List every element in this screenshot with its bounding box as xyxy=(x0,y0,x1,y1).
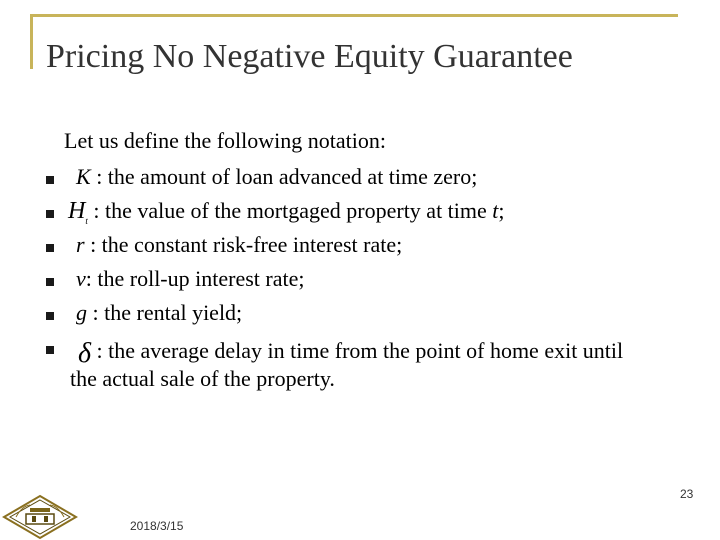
symbol-k: K xyxy=(76,164,91,189)
page-number: 23 xyxy=(680,487,694,501)
intro-text: Let us define the following notation: xyxy=(64,128,386,153)
bullet-text xyxy=(68,300,242,326)
bullet-text xyxy=(68,232,402,258)
bullet-square-icon xyxy=(46,210,54,218)
frame-top-border xyxy=(30,14,678,17)
bullet-text: $H_t$ : the value of the mortgaged property at time t; xyxy=(68,198,505,226)
slide-title: Pricing No Negative Equity Guarantee xyxy=(46,38,573,75)
bullet-description: : the average delay in time from the point of home exit until xyxy=(91,338,624,363)
bullet-square-icon xyxy=(46,346,54,354)
frame-left-border xyxy=(30,14,33,69)
bullet-description: : the roll-up interest rate; xyxy=(85,266,305,291)
bullet-text xyxy=(68,334,624,369)
bullet-square-icon xyxy=(46,278,54,286)
symbol-h: $H_t$ xyxy=(68,198,88,226)
symbol-delta: δ xyxy=(78,338,92,369)
university-emblem-icon xyxy=(2,494,78,540)
symbol-v: v xyxy=(76,266,86,291)
list-item xyxy=(46,198,696,232)
list-item xyxy=(46,266,696,300)
notation-list xyxy=(46,164,696,368)
bullet-description: : the amount of loan advanced at time zero; xyxy=(90,164,478,189)
symbol-t: t xyxy=(492,198,499,223)
bullet-text xyxy=(68,164,477,190)
bullet-text xyxy=(68,266,304,292)
bullet-continuation: the actual sale of the property. xyxy=(70,366,335,391)
bullet-description: : the rental yield; xyxy=(87,300,243,325)
symbol-r: r xyxy=(76,232,85,257)
list-item xyxy=(46,164,696,198)
bullet-square-icon xyxy=(46,244,54,252)
bullet-description: : the value of the mortgaged property at time xyxy=(87,198,493,223)
bullet-square-icon xyxy=(46,176,54,184)
list-item xyxy=(46,232,696,266)
list-item xyxy=(46,300,696,334)
list-item xyxy=(46,334,696,368)
footer-date: 2018/3/15 xyxy=(130,519,184,533)
symbol-g: g xyxy=(76,300,87,325)
bullet-square-icon xyxy=(46,312,54,320)
bullet-description: : the constant risk-free interest rate; xyxy=(84,232,403,257)
